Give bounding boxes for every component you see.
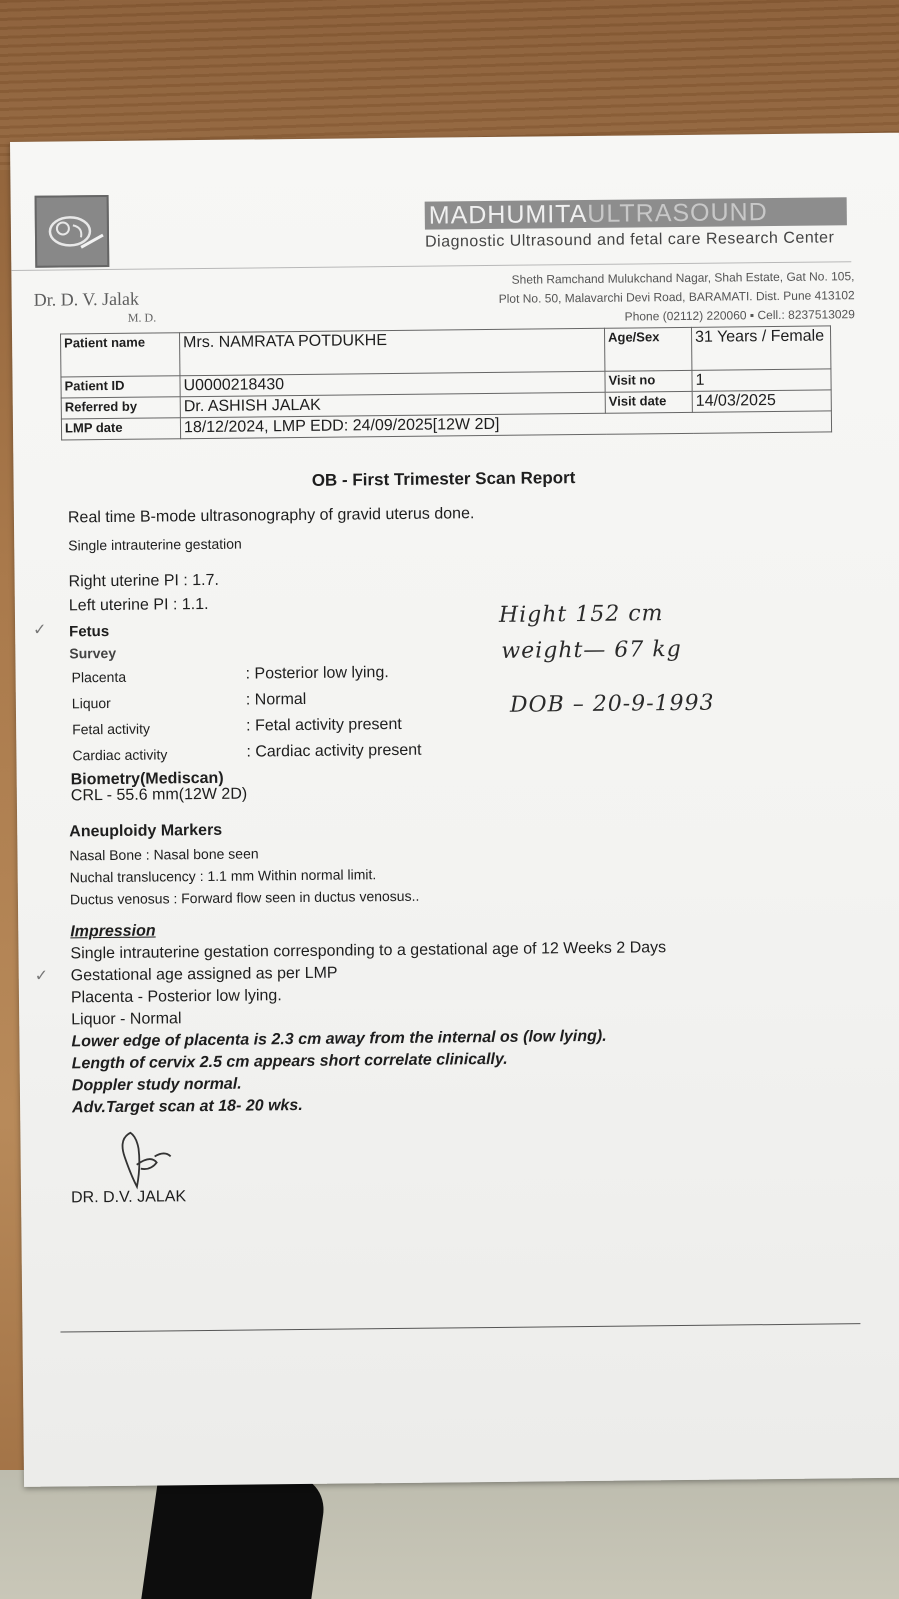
visit-date-value: 14/03/2025	[692, 390, 831, 412]
survey-cardiac-activity-label: Cardiac activity	[72, 746, 168, 764]
patient-id-label: Patient ID	[61, 376, 180, 398]
patient-id: U0000218430	[180, 371, 605, 396]
survey-fetal-activity-label: Fetal activity	[72, 720, 151, 738]
impression-line: Placenta - Posterior low lying.	[70, 987, 282, 1007]
aneuploidy-ductus: Ductus venosus : Forward flow seen in ductus venosus..	[69, 887, 420, 908]
survey-heading: Survey	[69, 644, 117, 662]
biometry-heading: Biometry(Mediscan)	[70, 769, 224, 789]
doctor-degree: M. D.	[127, 310, 157, 325]
impression-heading: Impression	[70, 922, 156, 941]
signatory-name: DR. D.V. JALAK	[70, 1188, 187, 1207]
clinic-tagline: Diagnostic Ultrasound and fetal care Research Center	[424, 229, 835, 251]
age-sex-value: 31 Years / Female	[691, 326, 830, 370]
report-sheet	[10, 133, 899, 1487]
address-line-2: Plot No. 50, Malavarchi Devi Road, BARAMATI. Dist. Pune 413102	[498, 288, 855, 306]
aneuploidy-heading: Aneuploidy Markers	[69, 821, 223, 841]
patient-name-label: Patient name	[61, 333, 180, 377]
intro-line-1: Real time B-mode ultrasonography of gravid uterus done.	[67, 505, 475, 527]
address-line-1: Sheth Ramchand Mulukchand Nagar, Shah Estate, Gat No. 105,	[511, 269, 855, 287]
referred-by-value: Dr. ASHISH JALAK	[180, 392, 605, 417]
phone-line: Phone (02112) 220060 ▪ Cell.: 8237513029	[624, 307, 855, 324]
doctor-name: Dr. D. V. Jalak	[33, 288, 140, 310]
handwritten-height: Hight 152 cm	[498, 601, 664, 628]
aneuploidy-nuchal: Nuchal translucency : 1.1 mm Within normal limit.	[69, 866, 377, 886]
impression-bold-line: Lower edge of placenta is 2.3 cm away from the internal os (low lying).	[71, 1027, 607, 1051]
aneuploidy-nasal-bone: Nasal Bone : Nasal bone seen	[69, 845, 259, 864]
check-mark-icon: ✓	[33, 621, 47, 639]
signature-mark	[110, 1126, 201, 1197]
clinic-logo	[35, 195, 110, 268]
age-sex-label: Age/Sex	[604, 327, 691, 371]
impression-line: Liquor - Normal	[71, 1010, 182, 1029]
impression-line: Single intrauterine gestation corresponding to a gestational age of 12 Weeks 2 Days	[70, 939, 667, 963]
dark-shadow	[141, 1475, 328, 1599]
brand-name-main: MADHUMITA	[428, 199, 588, 230]
impression-bold-line: Adv.Target scan at 18- 20 wks.	[72, 1096, 303, 1117]
survey-fetal-activity-value: : Fetal activity present	[246, 715, 402, 735]
survey-placenta-value: : Posterior low lying.	[245, 664, 389, 683]
patient-info-table	[60, 325, 832, 440]
clinic-address	[429, 267, 855, 328]
impression-bold-line: Doppler study normal.	[71, 1075, 242, 1095]
footer-divider	[60, 1323, 860, 1332]
survey-cardiac-activity-value: : Cardiac activity present	[246, 741, 422, 761]
fetus-heading: Fetus	[69, 622, 110, 641]
survey-liquor-value: : Normal	[245, 690, 307, 709]
impression-line: Gestational age assigned as per LMP	[70, 964, 338, 985]
intro-line-2: Single intrauterine gestation	[68, 535, 242, 554]
fetus-logo-icon	[37, 197, 108, 266]
handwritten-dob: DOB – 20-9-1993	[509, 690, 715, 718]
lmp-date-value: 18/12/2024, LMP EDD: 24/09/2025[12W 2D]	[180, 411, 831, 439]
lmp-date-label: LMP date	[61, 418, 180, 440]
floor-background	[0, 1470, 899, 1599]
handwritten-weight: weight— 67 kg	[501, 636, 682, 664]
right-uterine-pi: Right uterine PI : 1.7.	[68, 571, 220, 591]
visit-date-label: Visit date	[605, 391, 692, 413]
brand-banner	[425, 197, 847, 229]
survey-placenta-label: Placenta	[71, 668, 127, 686]
left-uterine-pi: Left uterine PI : 1.1.	[68, 595, 209, 615]
visit-no-label: Visit no	[605, 370, 692, 392]
survey-liquor-label: Liquor	[71, 694, 111, 712]
impression-bold-line: Length of cervix 2.5 cm appears short correlate clinically.	[71, 1050, 508, 1073]
check-mark-icon: ✓	[34, 967, 49, 985]
crl-measurement: CRL - 55.6 mm(12W 2D)	[70, 785, 248, 805]
referred-by-label: Referred by	[61, 397, 180, 419]
report-title: OB - First Trimester Scan Report	[311, 468, 576, 490]
brand-name-faded: ULTRASOUND	[587, 198, 768, 228]
visit-no-value: 1	[692, 369, 831, 391]
patient-name: Mrs. NAMRATA POTDUKHE	[180, 328, 605, 375]
